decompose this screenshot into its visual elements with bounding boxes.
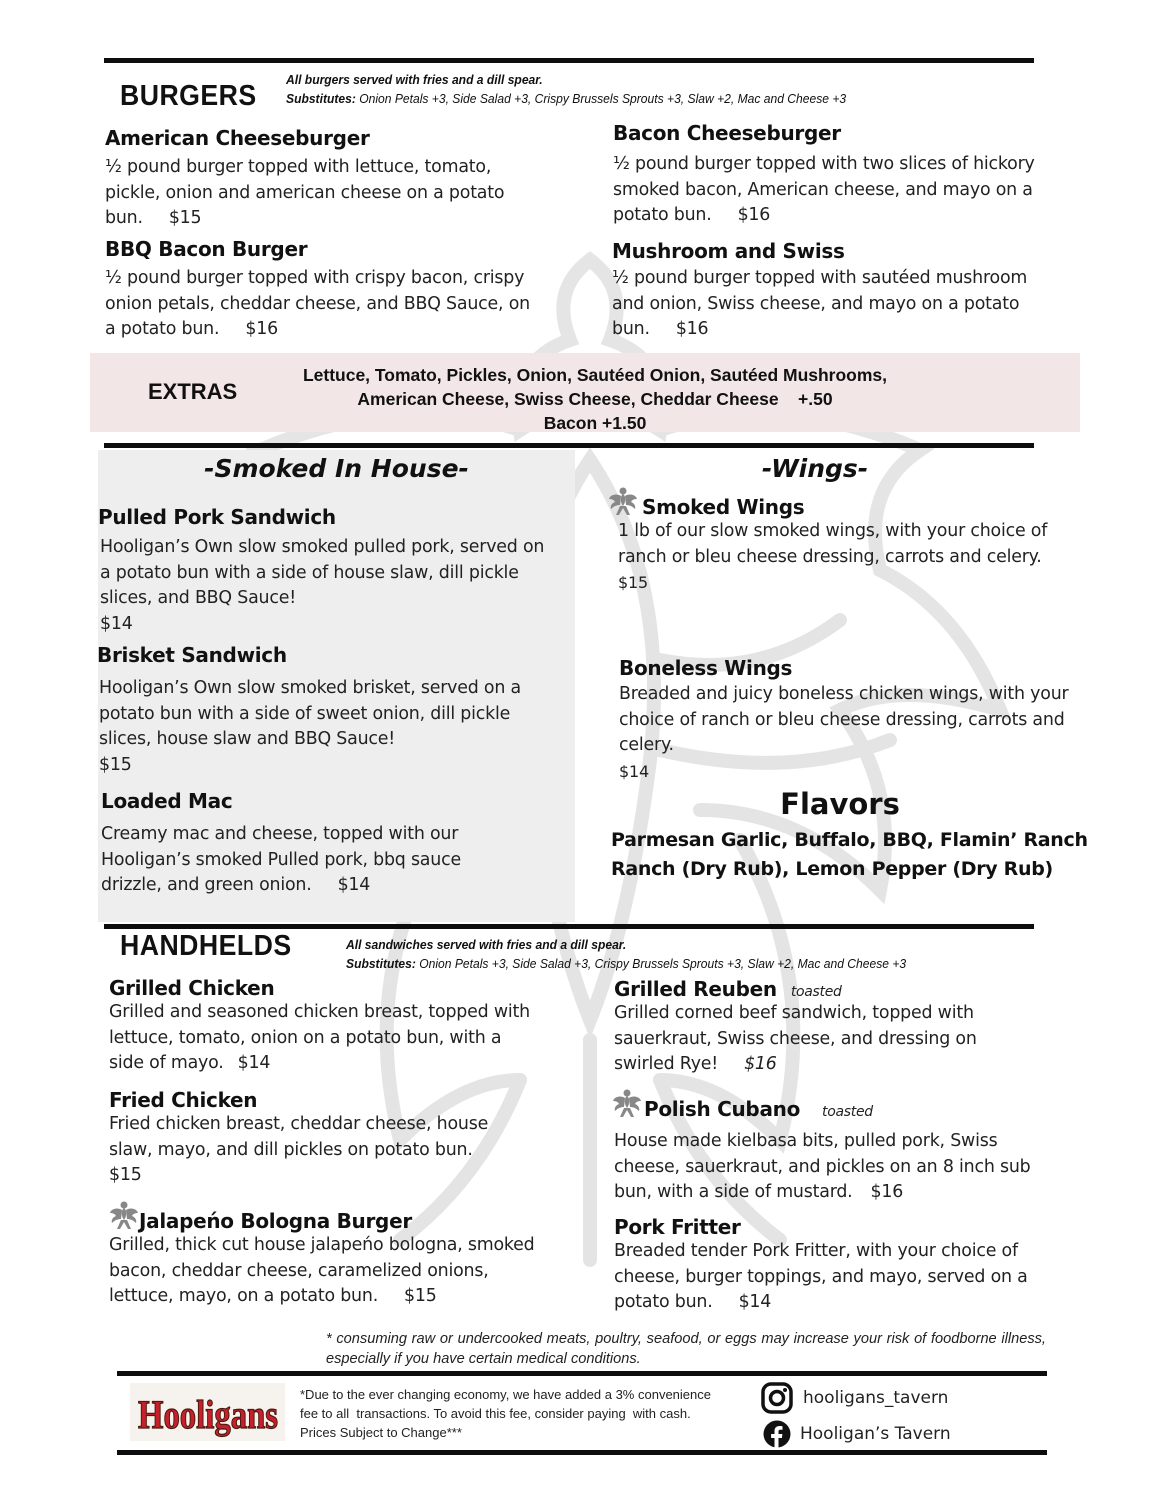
divider-top xyxy=(104,58,1034,63)
item-price: $14 xyxy=(100,613,133,634)
item-desc-text: Grilled and seasoned chicken breast, topped with lettuce, tomato, onion on a potato bun, with a side of mayo. xyxy=(109,1002,530,1073)
item-name-row xyxy=(109,1200,549,1233)
menu-item xyxy=(97,643,557,778)
item-price: $16 xyxy=(870,1182,904,1202)
item-description xyxy=(109,1112,529,1189)
fee-line: Prices Subject to Change*** xyxy=(300,1425,462,1440)
substitutes-label: Substitutes: xyxy=(346,956,416,971)
item-desc-text: ½ pound burger topped with lettuce, tomato, pickle, onion and american cheese on a potato bun. xyxy=(105,157,505,228)
burgers-title: BURGERS xyxy=(120,80,257,112)
menu-item xyxy=(612,1088,1062,1206)
instagram-link[interactable] xyxy=(761,1382,948,1414)
divider-extras xyxy=(104,443,1034,448)
item-price: $14 xyxy=(237,1053,271,1073)
item-description xyxy=(612,266,1052,343)
item-name-row xyxy=(608,486,1068,519)
burgers-substitutes xyxy=(286,89,846,108)
item-description xyxy=(614,1001,1034,1078)
item-name: Brisket Sandwich xyxy=(97,643,287,667)
item-description xyxy=(109,1233,549,1310)
item-description xyxy=(98,535,558,637)
item-description xyxy=(109,1000,539,1077)
item-name: American Cheeseburger xyxy=(105,126,370,150)
menu-item xyxy=(105,126,545,232)
item-desc-text: ½ pound burger topped with crispy bacon, crispy onion petals, cheddar cheese, and BBQ Sauce, on a potato bun. xyxy=(105,268,530,339)
substitutes-text: Onion Petals +3, Side Salad +3, Crispy Brussels Sprouts +3, Slaw +2, Mac and Cheese +3 xyxy=(355,91,847,106)
facebook-link[interactable] xyxy=(763,1420,951,1448)
smoked-title: -Smoked In House- xyxy=(204,454,469,483)
item-description xyxy=(619,682,1069,784)
instagram-handle: hooligans_tavern xyxy=(803,1388,949,1408)
menu-item xyxy=(105,237,545,343)
item-name: BBQ Bacon Burger xyxy=(105,237,308,261)
facebook-name: Hooligan’s Tavern xyxy=(800,1424,951,1444)
facebook-icon xyxy=(763,1420,791,1448)
handhelds-note xyxy=(346,935,906,973)
item-price: $16 xyxy=(245,319,278,339)
menu-item xyxy=(109,976,539,1077)
substitutes-label: Substitutes: xyxy=(286,91,356,106)
divider-footer-top xyxy=(117,1371,1047,1376)
menu-item xyxy=(619,656,1069,784)
item-tag: toasted xyxy=(790,984,842,1000)
menu-item xyxy=(614,1215,1064,1316)
extras-label: EXTRAS xyxy=(148,379,238,404)
item-name: Smoked Wings xyxy=(642,495,805,519)
handhelds-served-note: All sandwiches served with fries and a dill spear. xyxy=(346,937,627,952)
item-price: $16 xyxy=(737,205,771,225)
handhelds-substitutes xyxy=(346,954,906,973)
extras-line: Lettuce, Tomato, Pickles, Onion, Sautéed Onion, Sautéed Mushrooms, xyxy=(302,365,888,385)
item-desc-text: Creamy mac and cheese, topped with our Hooligan’s smoked Pulled pork, bbq sauce drizzle, and green onion. xyxy=(101,824,461,895)
item-price: $14 xyxy=(619,761,649,781)
item-name: Jalapeńo Bologna Burger xyxy=(139,1209,412,1233)
substitutes-text: Onion Petals +3, Side Salad +3, Crispy Brussels Sprouts +3, Slaw +2, Mac and Cheese +3 xyxy=(415,956,907,971)
menu-item xyxy=(101,789,521,899)
item-description xyxy=(105,155,545,232)
item-desc-text: ½ pound burger topped with sautéed mushroom and onion, Swiss cheese, and mayo on a potato bun. xyxy=(612,268,1028,339)
menu-item xyxy=(109,1088,529,1189)
item-price: $16 xyxy=(744,1054,777,1074)
item-description xyxy=(97,676,557,778)
item-price: $14 xyxy=(337,875,371,895)
menu-item xyxy=(98,505,558,637)
item-price: $15 xyxy=(168,208,202,228)
item-name: Grilled Chicken xyxy=(109,976,275,1000)
item-description xyxy=(614,1239,1064,1316)
item-description xyxy=(613,152,1073,229)
item-name: Fried Chicken xyxy=(109,1088,258,1112)
polish-eagle-icon xyxy=(612,1088,642,1120)
item-name: Boneless Wings xyxy=(619,656,793,680)
burgers-served-note: All burgers served with fries and a dill spear. xyxy=(286,72,543,87)
polish-eagle-icon xyxy=(109,1200,139,1232)
menu-item xyxy=(109,1200,549,1310)
handhelds-title: HANDHELDS xyxy=(120,930,292,962)
divider-footer-bottom xyxy=(117,1450,1047,1455)
item-desc-text: 1 lb of our slow smoked wings, with your choice of ranch or bleu cheese dressing, carrots and celery. xyxy=(618,521,1048,567)
item-desc-text: ½ pound burger topped with two slices of hickory smoked bacon, American cheese, and mayo on a potato bun. xyxy=(613,154,1035,225)
item-name: Pork Fritter xyxy=(614,1215,741,1239)
hooligans-logo-art xyxy=(133,1384,283,1440)
item-price: $14 xyxy=(738,1292,772,1312)
menu-item xyxy=(612,239,1052,343)
divider-handhelds xyxy=(104,924,1034,929)
burgers-note xyxy=(286,70,846,108)
item-description xyxy=(101,822,521,899)
extras-line: Bacon +1.50 xyxy=(543,413,647,433)
item-desc-text: Grilled corned beef sandwich, topped with sauerkraut, Swiss cheese, and dressing on swirled Rye! xyxy=(614,1003,977,1074)
item-desc-text: Hooligan’s Own slow smoked brisket, served on a potato bun with a side of sweet onion, dill pickle slices, house slaw and BBQ Sauce! xyxy=(99,678,521,749)
item-name: Loaded Mac xyxy=(101,789,233,813)
item-name: Mushroom and Swiss xyxy=(612,239,845,263)
item-price: $15 xyxy=(109,1165,142,1185)
item-name: Pulled Pork Sandwich xyxy=(98,505,336,529)
item-description xyxy=(618,519,1068,596)
item-desc-text: Grilled, thick cut house jalapeńo bologna, smoked bacon, cheddar cheese, caramelized onions, lettuce, mayo, on a potato bun. xyxy=(109,1235,535,1306)
item-description xyxy=(105,266,545,343)
flavors-list xyxy=(611,826,1088,884)
item-description xyxy=(612,1129,1062,1206)
extras-list xyxy=(250,363,940,435)
svg-text:Hooligans: Hooligans xyxy=(137,1392,278,1437)
item-tag: toasted xyxy=(822,1104,873,1120)
hooligans-logo xyxy=(130,1383,285,1441)
flavors-line: Parmesan Garlic, Buffalo, BBQ, Flamin’ Ranch xyxy=(611,829,1088,851)
wings-title: -Wings- xyxy=(761,454,869,483)
flavors-line: Ranch (Dry Rub), Lemon Pepper (Dry Rub) xyxy=(611,858,1053,880)
item-name: Grilled Reuben xyxy=(614,977,777,1001)
instagram-icon xyxy=(761,1382,793,1414)
food-safety-disclaimer: * consuming raw or undercooked meats, poultry, seafood, or eggs may increase your risk of foodborne illness, especially if you have certain medical conditions. xyxy=(326,1331,1046,1367)
menu-item xyxy=(614,977,1034,1078)
item-price: $15 xyxy=(404,1286,437,1306)
item-desc-text: Fried chicken breast, cheddar cheese, house slaw, mayo, and dill pickles on potato bun. xyxy=(109,1114,489,1160)
flavors-title: Flavors xyxy=(780,787,900,821)
fee-line: fee to all transactions. To avoid this fee, consider paying with cash. xyxy=(300,1406,691,1421)
item-desc-text: Hooligan’s Own slow smoked pulled pork, served on a potato bun with a side of house slaw, dill pickle slices, and BBQ Sauce! xyxy=(100,537,545,608)
menu-item xyxy=(608,486,1068,596)
item-price: $16 xyxy=(675,319,709,339)
item-name-row xyxy=(612,1088,1062,1121)
item-desc-text: House made kielbasa bits, pulled pork, Swiss cheese, sauerkraut, and pickles on an 8 inch sub bun, with a side of mustard. xyxy=(614,1131,1031,1202)
item-name-row xyxy=(614,977,1034,1001)
menu-item xyxy=(613,121,1073,229)
item-desc-text: Breaded tender Pork Fritter, with your choice of cheese, burger toppings, and mayo, served on a potato bun. xyxy=(614,1241,1028,1312)
item-price: $15 xyxy=(618,573,648,592)
item-name: Polish Cubano xyxy=(644,1097,801,1121)
polish-eagle-icon xyxy=(608,486,638,518)
item-price: $15 xyxy=(99,754,132,775)
item-name: Bacon Cheeseburger xyxy=(613,121,841,145)
item-desc-text: Breaded and juicy boneless chicken wings, with your choice of ranch or bleu cheese dressing, carrots and celery. xyxy=(619,684,1069,755)
fee-line: *Due to the ever changing economy, we have added a 3% convenience xyxy=(300,1387,711,1402)
convenience-fee-note xyxy=(300,1385,760,1442)
extras-line: American Cheese, Swiss Cheese, Cheddar Cheese +.50 xyxy=(357,389,833,409)
